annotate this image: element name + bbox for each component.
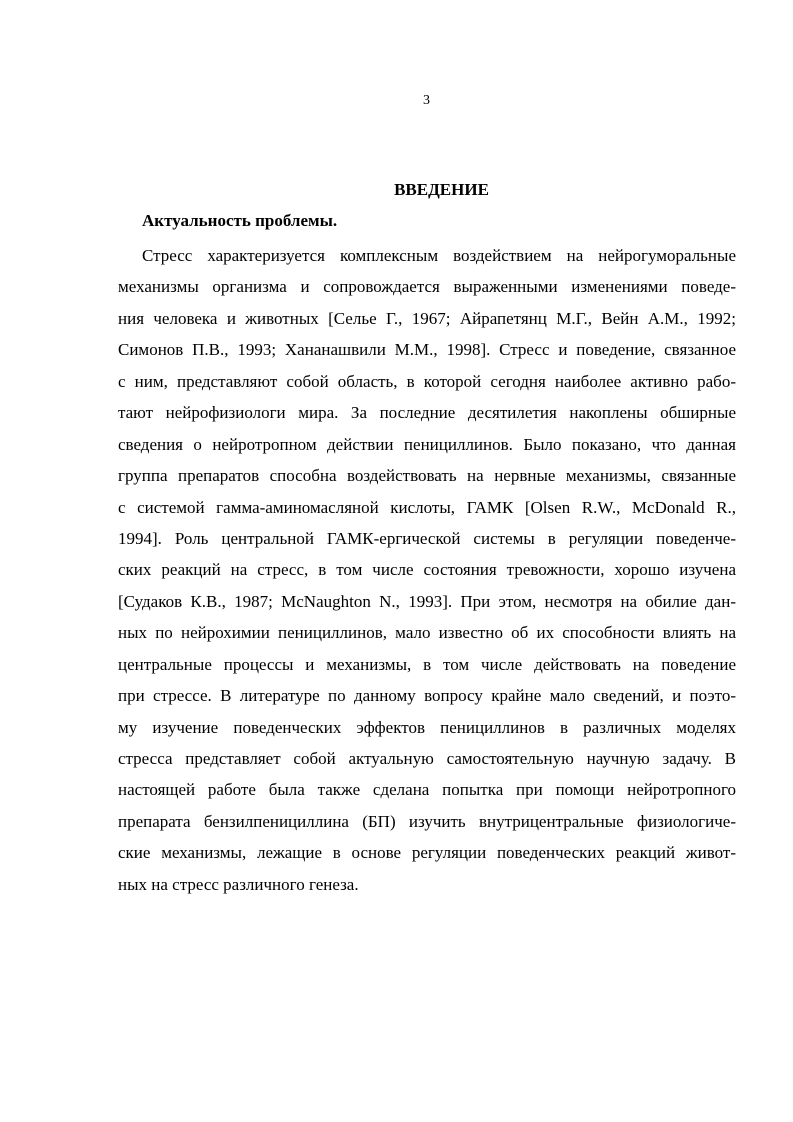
paragraph-line: сведения о нейротропном действии пенициллинов. Было показано, что данная xyxy=(118,434,736,454)
paragraph-line: 1994]. Роль центральной ГАМК-ергической системы в регуляции поведенче- xyxy=(118,528,736,548)
paragraph-line: [Судаков К.В., 1987; McNaughton N., 1993]. При этом, несмотря на обилие дан- xyxy=(118,591,736,611)
paragraph-line: при стрессе. В литературе по данному вопросу крайне мало сведений, и поэто- xyxy=(118,686,736,706)
page-number: 3 xyxy=(423,93,430,108)
body-paragraph xyxy=(118,240,736,900)
paragraph-line: ские механизмы, лежащие в основе регуляции поведенческих реакций живот- xyxy=(118,843,736,863)
paragraph-line: стресса представляет собой актуальную самостоятельную научную задачу. В xyxy=(118,749,736,768)
paragraph-line: с системой гамма-аминомасляной кислоты, ГАМК [Olsen R.W., McDonald R., xyxy=(118,497,736,517)
paragraph-line: механизмы организма и сопровождается выраженными изменениями поведе- xyxy=(118,277,736,297)
paragraph-line: центральные процессы и механизмы, в том числе действовать на поведение xyxy=(118,654,736,674)
section-heading: ВВЕДЕНИЕ xyxy=(394,180,489,199)
paragraph-line: Симонов П.В., 1993; Хананашвили М.М., 1998]. Стресс и поведение, связанное xyxy=(118,340,736,360)
paragraph-line: му изучение поведенческих эффектов пенициллинов в различных моделях xyxy=(118,717,736,737)
paragraph-line: препарата бензилпенициллина (БП) изучить внутрицентральные физиологиче- xyxy=(118,811,736,831)
paragraph-line: Стресс характеризуется комплексным воздействием на нейрогуморальные xyxy=(142,246,736,265)
paragraph-line: ния человека и животных [Селье Г., 1967; Айрапетянц М.Г., Вейн А.М., 1992; xyxy=(118,308,736,328)
paragraph-line: группа препаратов способна воздействовать на нервные механизмы, связанные xyxy=(118,466,736,486)
paragraph-line: ских реакций на стресс, в том числе состояния тревожности, хорошо изучена xyxy=(118,560,736,580)
paragraph-line: тают нейрофизиологи мира. За последние десятилетия накоплены обширные xyxy=(118,403,736,423)
paragraph-line: настоящей работе была также сделана попытка при помощи нейротропного xyxy=(118,780,736,800)
paragraph-line: с ним, представляют собой область, в которой сегодня наиболее активно рабо- xyxy=(118,371,736,391)
paragraph-line: ных на стресс различного генеза. xyxy=(118,874,359,894)
paragraph-line: ных по нейрохимии пенициллинов, мало известно об их способности влиять на xyxy=(118,623,736,643)
subheading: Актуальность проблемы. xyxy=(142,211,338,230)
